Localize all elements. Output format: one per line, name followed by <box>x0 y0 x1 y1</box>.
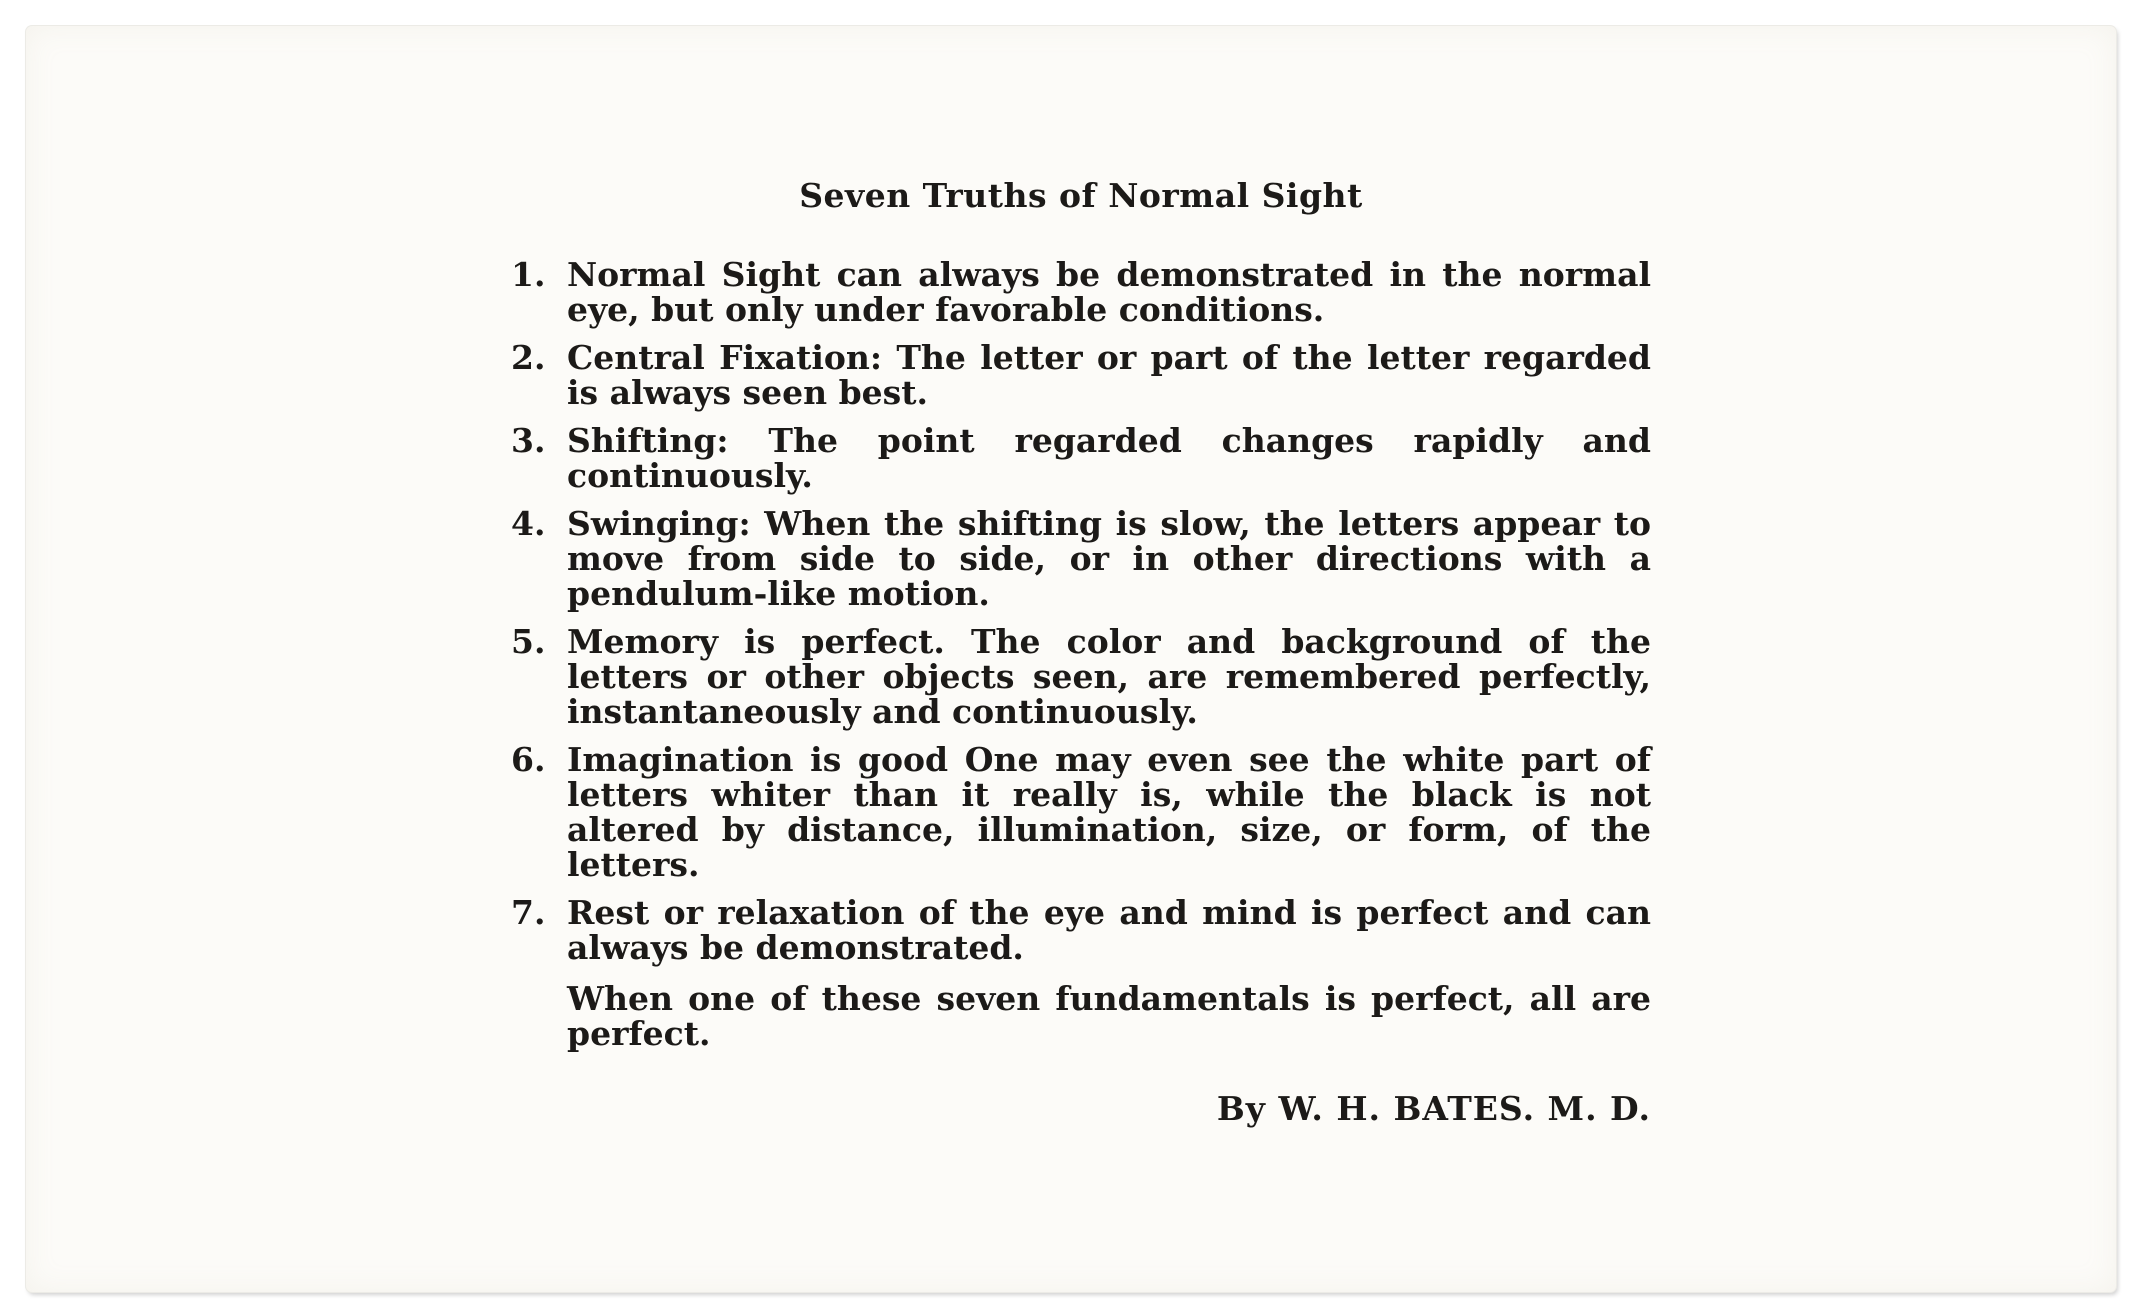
truth-number: 5. <box>511 622 546 661</box>
truth-text: Central Fixation: The letter or part of the letter regarded is always seen best. <box>567 338 1651 412</box>
truth-text: Memory is perfect. The color and background of the letters or other objects seen, are remembered perfectly, instantaneously and continuously. <box>567 622 1651 731</box>
truth-item <box>511 257 1651 327</box>
truth-item <box>511 340 1651 410</box>
truth-number: 7. <box>511 893 546 932</box>
truth-text: Swinging: When the shifting is slow, the letters appear to move from side to side, or in other directions with a pendulum-like motion. <box>567 504 1651 613</box>
truth-number: 6. <box>511 740 546 779</box>
truth-item <box>511 624 1651 729</box>
document-title: Seven Truths of Normal Sight <box>799 176 1363 215</box>
truth-number: 2. <box>511 338 546 377</box>
document-content <box>511 176 1651 1128</box>
author-byline: By W. H. BATES. M. D. <box>1216 1089 1651 1128</box>
truth-text: Rest or relaxation of the eye and mind is perfect and can always be demonstrated. <box>567 893 1651 967</box>
truth-number: 4. <box>511 504 546 543</box>
truth-text: Normal Sight can always be demonstrated in the normal eye, but only under favorable conditions. <box>567 255 1651 329</box>
truth-number: 1. <box>511 255 546 294</box>
truth-text: Shifting: The point regarded changes rapidly and continuously. <box>567 421 1651 495</box>
truth-item <box>511 506 1651 611</box>
closing-statement: When one of these seven fundamentals is perfect, all are perfect. <box>567 979 1651 1053</box>
truth-item <box>511 742 1651 882</box>
document-card <box>26 26 2116 1292</box>
truth-item <box>511 423 1651 493</box>
truth-number: 3. <box>511 421 546 460</box>
truth-text: Imagination is good One may even see the white part of letters whiter than it really is, while the black is not altered by distance, illumination, size, or form, of the letters. <box>567 740 1651 884</box>
truth-item <box>511 895 1651 965</box>
